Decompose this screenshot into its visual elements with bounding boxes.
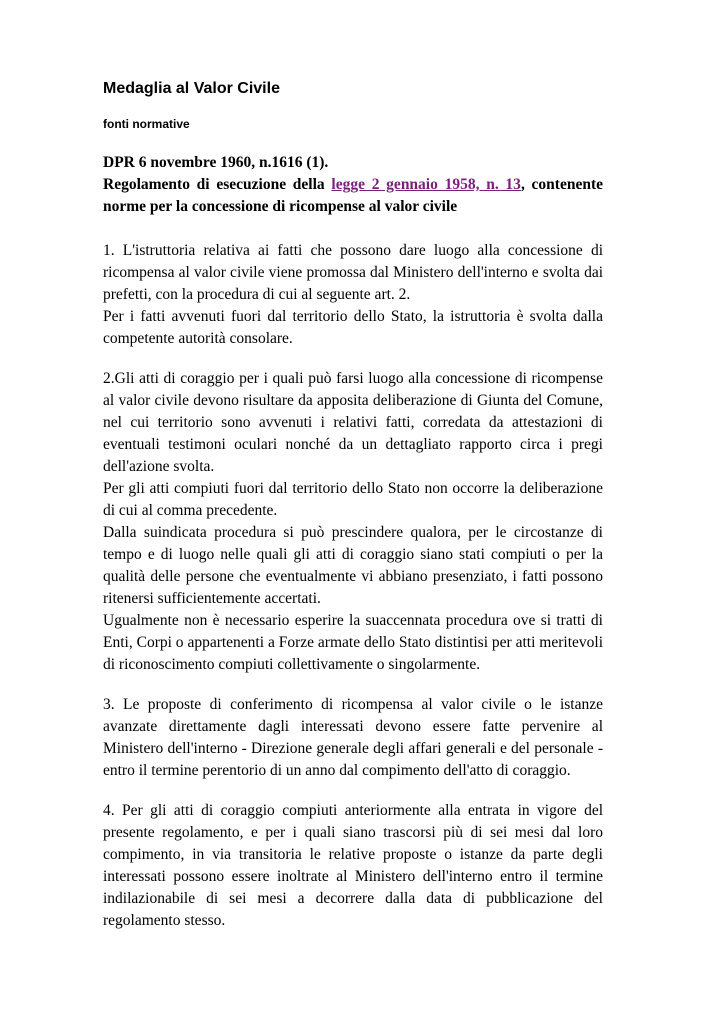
page-title: Medaglia al Valor Civile: [103, 80, 280, 97]
document-page: [103, 76, 603, 932]
article-paragraph: 1. L'istruttoria relativa ai fatti che possono dare luogo alla concessione di ricompensa al valor civile viene promossa dal Ministero dell'interno e svolta dai prefetti, con la procedura di cui al seguente art. 2.: [103, 242, 603, 303]
article-paragraph: 3. Le proposte di conferimento di ricompensa al valor civile o le istanze avanzate direttamente dagli interessati devono essere fatte pervenire al Ministero dell'interno - Direzione generale degli affari generali e del personale - entro il termine perentorio di un anno dal compimento dell'atto di coraggio.: [103, 696, 603, 779]
article-paragraph: Per gli atti compiuti fuori dal territorio dello Stato non occorre la deliberazione di cui al comma precedente.: [103, 480, 603, 519]
article-paragraph: Per i fatti avvenuti fuori dal territorio dello Stato, la istruttoria è svolta dalla competente autorità consolare.: [103, 308, 603, 347]
law-link[interactable]: legge 2 gennaio 1958, n. 13: [331, 176, 521, 193]
article-paragraph: 4. Per gli atti di coraggio compiuti anteriormente alla entrata in vigore del presente regolamento, e per i quali siano trascorsi più di sei mesi dal loro compimento, in via transitoria le relative proposte o istanze da parte degli interessati possono essere inoltrate al Ministero dell'interno entro il termine indilazionabile di sei mesi a decorrere dalla data di pubblicazione del regolamento stesso.: [103, 802, 603, 929]
decree-reference: DPR 6 novembre 1960, n.1616 (1).: [103, 154, 329, 171]
decree-description-suffix: , contenente norme per la concessione di ricompense al valor civile: [103, 176, 603, 215]
article-paragraph: Dalla suindicata procedura si può prescindere qualora, per le circostanze di tempo e di luogo nelle quali gli atti di coraggio siano stati compiuti o per la qualità delle persone che eventualmente vi abbiano presenziato, i fatti possono ritenersi sufficientemente accertati.: [103, 524, 603, 607]
article-3: [103, 694, 603, 782]
decree-heading: [103, 152, 603, 218]
article-paragraph: 2.Gli atti di coraggio per i quali può farsi luogo alla concessione di ricompense al valor civile devono risultare da apposita deliberazione di Giunta del Comune, nel cui territorio sono avvenuti i relativi fatti, corredata da attestazioni di eventuali testimoni oculari nonché da un dettagliato rapporto circa i pregi dell'azione svolta.: [103, 370, 603, 475]
page-subtitle: fonti normative: [103, 117, 190, 131]
article-paragraph: Ugualmente non è necessario esperire la suaccennata procedura ove si tratti di Enti, Corpi o appartenenti a Forze armate dello Stato distintisi per atti meritevoli di riconoscimento compiuti collettivamente o singolarmente.: [103, 612, 603, 673]
decree-description-prefix: Regolamento di esecuzione della: [103, 176, 332, 193]
article-2: [103, 368, 603, 676]
decree-description: [103, 174, 603, 218]
article-4: [103, 800, 603, 932]
article-1: [103, 240, 603, 350]
